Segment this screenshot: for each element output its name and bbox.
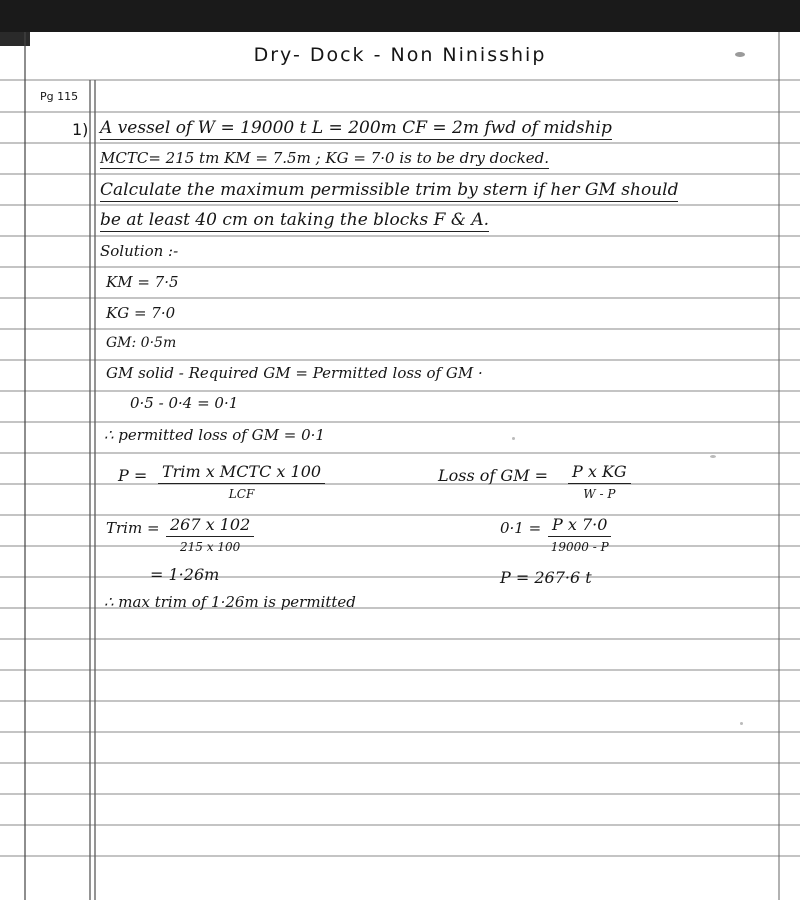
page-title: Dry- Dock - Non Ninisship <box>253 44 547 66</box>
kg-value: KG = 7·0 <box>106 304 176 322</box>
gm-value: GM: 0·5m <box>106 335 177 351</box>
p-formula-denominator: LCF <box>228 487 255 501</box>
gm-calc-line: 0·5 - 0·4 = 0·1 <box>130 394 239 412</box>
permitted-loss-line: ∴ permitted loss of GM = 0·1 <box>104 426 325 444</box>
trim-lhs: Trim = <box>106 519 160 537</box>
p-formula-numerator: Trim x MCTC x 100 <box>158 462 325 484</box>
trim-numerator: 267 x 102 <box>166 515 254 537</box>
gm-required-line: GM solid - Required GM = Permitted loss of GM · <box>106 364 483 382</box>
trim-fraction <box>166 515 254 554</box>
scan-speck <box>740 722 743 725</box>
scan-speck <box>710 455 716 458</box>
question-line-2: MCTC= 215 tm KM = 7.5m ; KG = 7·0 is to be dry docked. <box>100 149 550 167</box>
conclusion-line: ∴ max trim of 1·26m is permitted <box>104 593 356 611</box>
p-result: P = 267·6 t <box>500 568 592 587</box>
question-number: 1) <box>72 120 89 139</box>
trim-denominator: 215 x 100 <box>180 540 241 554</box>
loss-formula-fraction <box>568 462 631 501</box>
solution-heading: Solution :- <box>100 242 179 260</box>
page-number: Pg 115 <box>40 90 79 103</box>
question-line-3: Calculate the maximum permissible trim by stern if her GM should <box>100 180 679 200</box>
p-equation-numerator: P x 7·0 <box>548 515 611 537</box>
trim-result: = 1·26m <box>150 565 220 584</box>
km-value: KM = 7·5 <box>106 273 179 291</box>
p-equation-lhs: 0·1 = <box>500 519 542 537</box>
scan-speck <box>512 437 515 440</box>
loss-formula-numerator: P x KG <box>568 462 631 484</box>
loss-formula-denominator: W - P <box>583 487 616 501</box>
p-formula-lhs: P = <box>118 466 148 485</box>
scan-speck <box>735 52 745 57</box>
p-formula-fraction <box>158 462 325 501</box>
p-equation-fraction <box>548 515 611 554</box>
loss-formula-lhs: Loss of GM = <box>438 466 549 485</box>
question-line-1: A vessel of W = 19000 t L = 200m CF = 2m fwd of midship <box>100 118 612 138</box>
question-line-4: be at least 40 cm on taking the blocks F & A. <box>100 210 490 230</box>
p-equation-denominator: 19000 - P <box>550 540 609 554</box>
